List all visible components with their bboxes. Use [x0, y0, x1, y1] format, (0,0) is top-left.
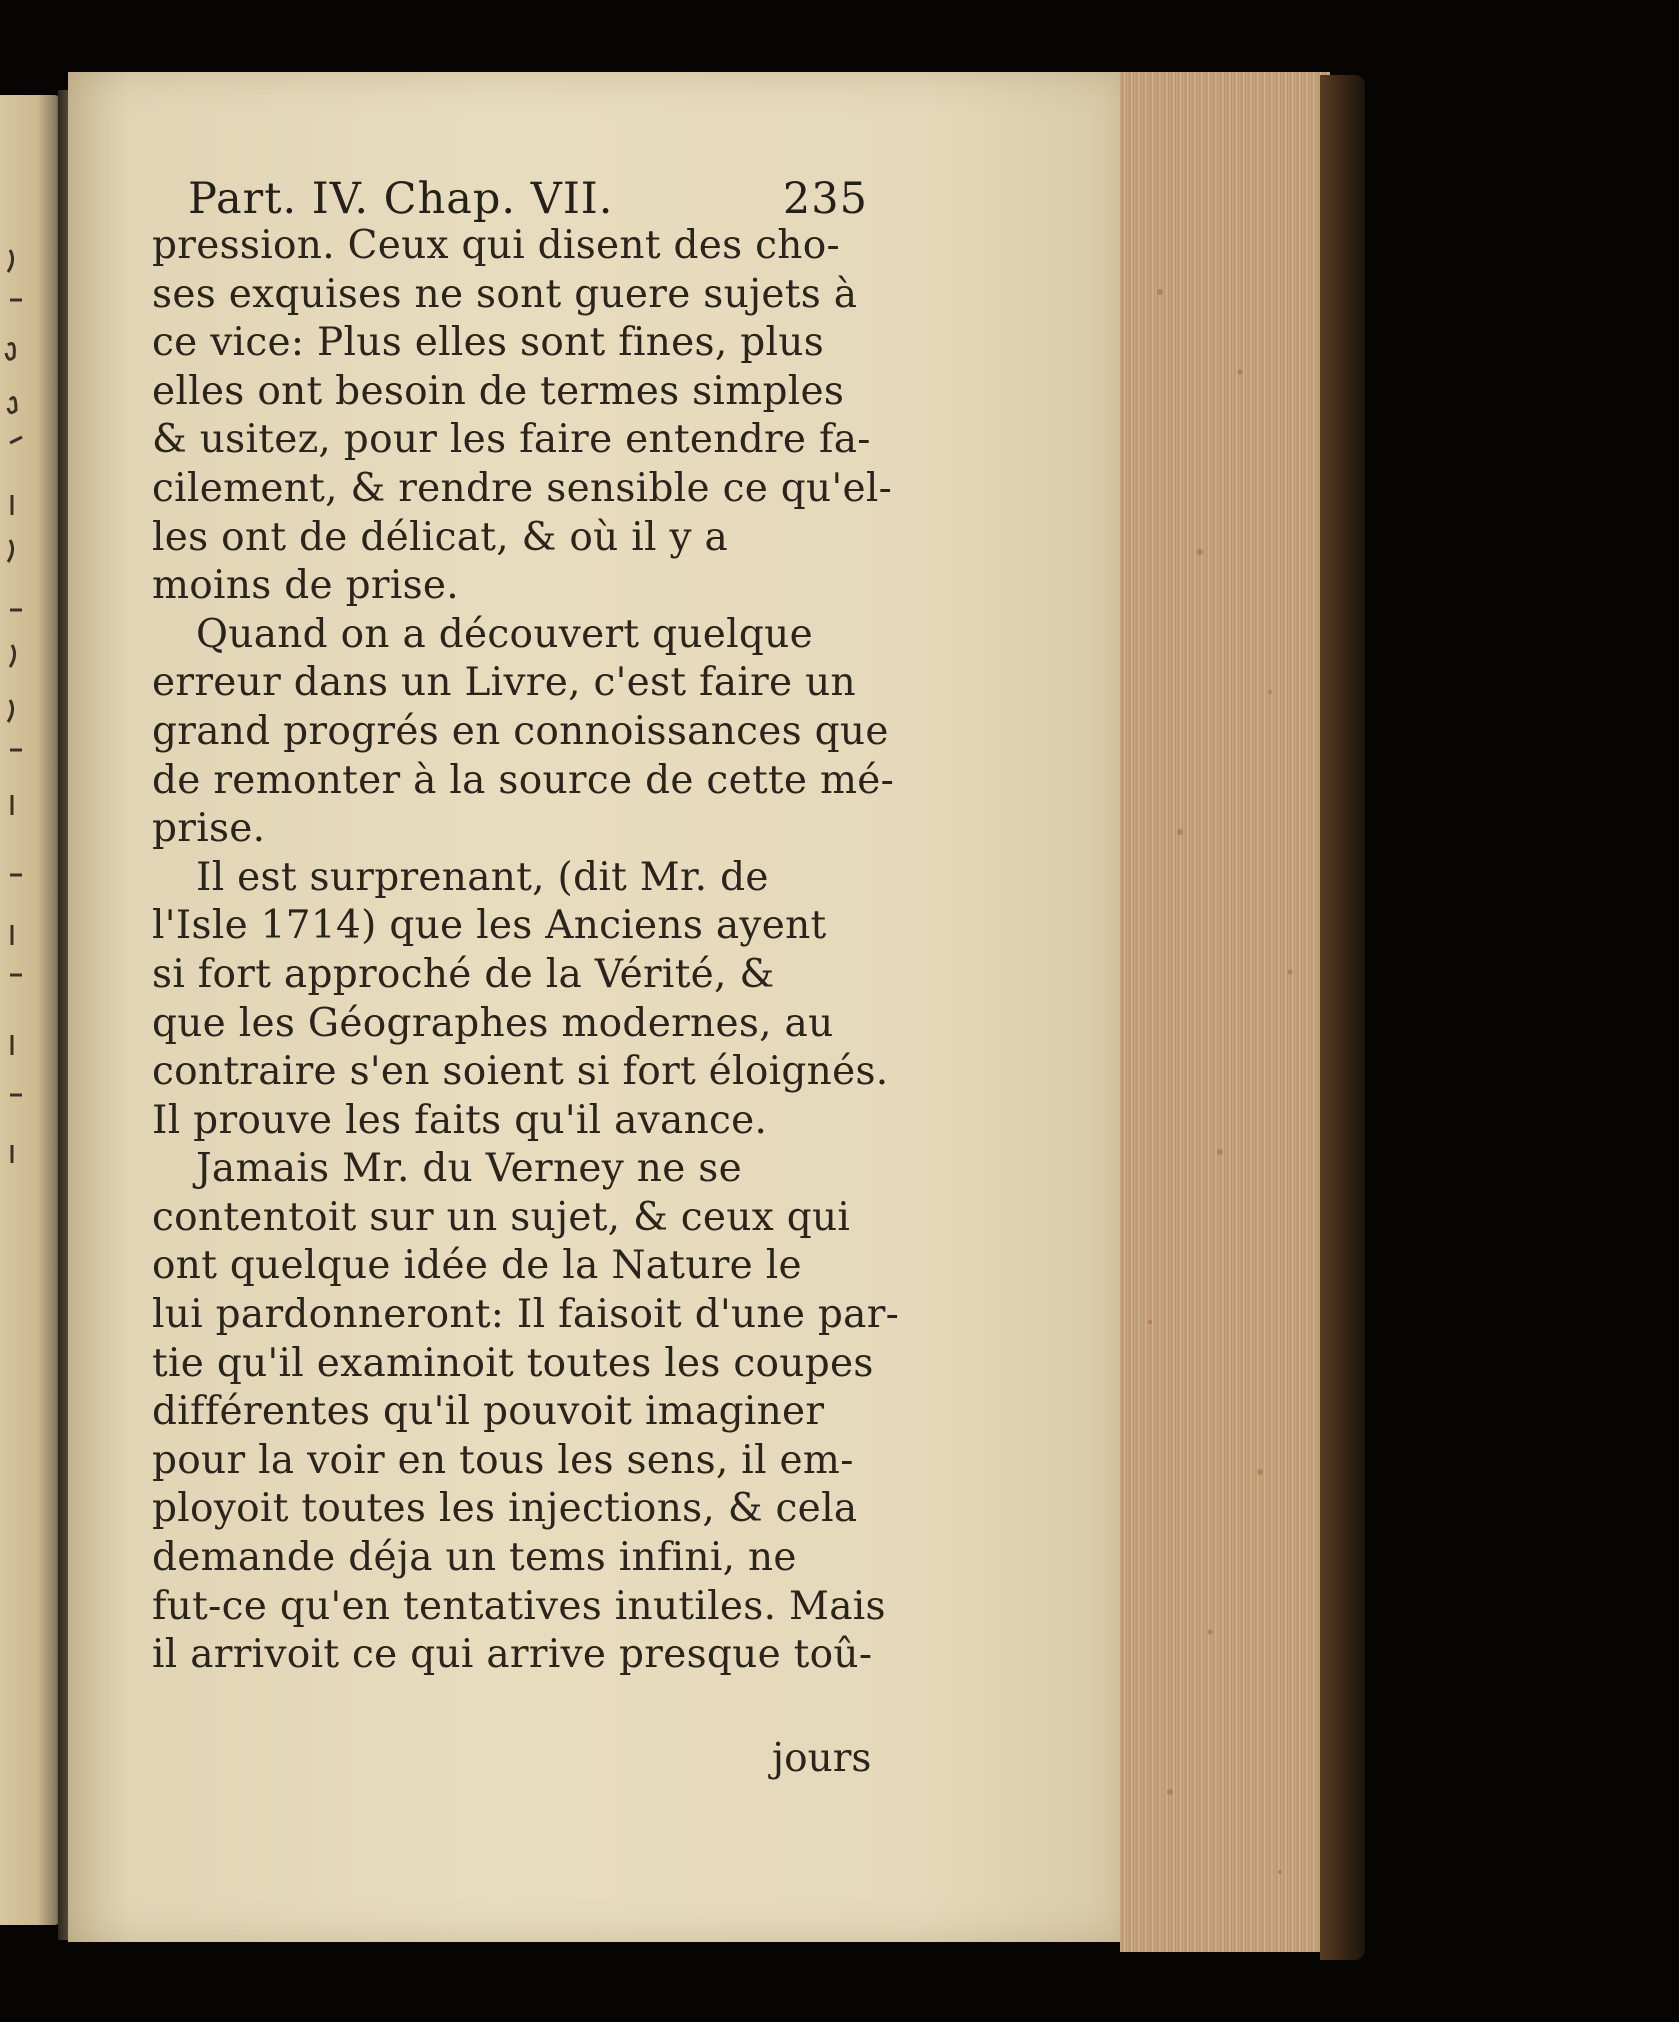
- text-line: il arrivoit ce qui arrive presque toû-: [152, 1632, 873, 1678]
- body-text: [152, 222, 900, 1680]
- text-line: Il prouve les faits qu'il avance.: [152, 1097, 768, 1143]
- page-number: 235: [782, 174, 868, 224]
- text-line: contraire s'en soient si fort éloignés.: [152, 1049, 889, 1095]
- left-page-fragment: [0, 95, 62, 1925]
- text-line: ses exquises ne sont guere sujets à: [152, 271, 858, 317]
- text-line: tie qu'il examinoit toutes les coupes: [152, 1340, 874, 1386]
- text-line: prise.: [152, 806, 266, 852]
- page-fore-edge: [1120, 72, 1330, 1952]
- text-line: l'Isle 1714) que les Anciens ayent: [152, 903, 827, 949]
- text-line: que les Géographes modernes, au: [152, 1000, 834, 1046]
- text-line: elles ont besoin de termes simples: [152, 368, 845, 414]
- text-line: si fort approché de la Vérité, &: [152, 951, 775, 997]
- text-line: moins de prise.: [152, 563, 459, 609]
- text-line: pour la voir en tous les sens, il em-: [152, 1437, 854, 1483]
- text-line: différentes qu'il pouvoit imaginer: [152, 1389, 825, 1435]
- text-line: erreur dans un Livre, c'est faire un: [152, 660, 856, 706]
- text-line: grand progrés en connoissances que: [152, 708, 889, 754]
- text-line: fut-ce qu'en tentatives inutiles. Mais: [152, 1583, 886, 1629]
- text-line: Il est surprenant, (dit Mr. de: [196, 854, 769, 900]
- text-line: pression. Ceux qui disent des cho-: [152, 223, 840, 268]
- text-line: de remonter à la source de cette mé-: [152, 757, 895, 803]
- running-title: Part. IV. Chap. VII.: [188, 174, 614, 224]
- text-line: cilement, & rendre sensible ce qu'el-: [152, 465, 893, 511]
- text-line: ont quelque idée de la Nature le: [152, 1243, 802, 1289]
- running-header: [188, 174, 868, 224]
- text-line: & usitez, pour les faire entendre fa-: [152, 417, 871, 463]
- left-page-text-fragments: [0, 95, 62, 1925]
- text-line: ployoit toutes les injections, & cela: [152, 1486, 858, 1532]
- text-line: demande déja un tems infini, ne: [152, 1535, 797, 1581]
- book-cover: [1320, 75, 1365, 1960]
- text-line: Quand on a découvert quelque: [196, 611, 813, 657]
- text-line: contentoit sur un sujet, & ceux qui: [152, 1194, 851, 1240]
- catchword: jours: [772, 1736, 872, 1781]
- text-line: les ont de délicat, & où il y a: [152, 514, 729, 560]
- text-line: Jamais Mr. du Verney ne se: [196, 1146, 742, 1192]
- text-line: lui pardonneront: Il faisoit d'une par-: [152, 1292, 900, 1338]
- fore-edge-speckle: [1120, 72, 1330, 1952]
- text-line: ce vice: Plus elles sont fines, plus: [152, 320, 825, 366]
